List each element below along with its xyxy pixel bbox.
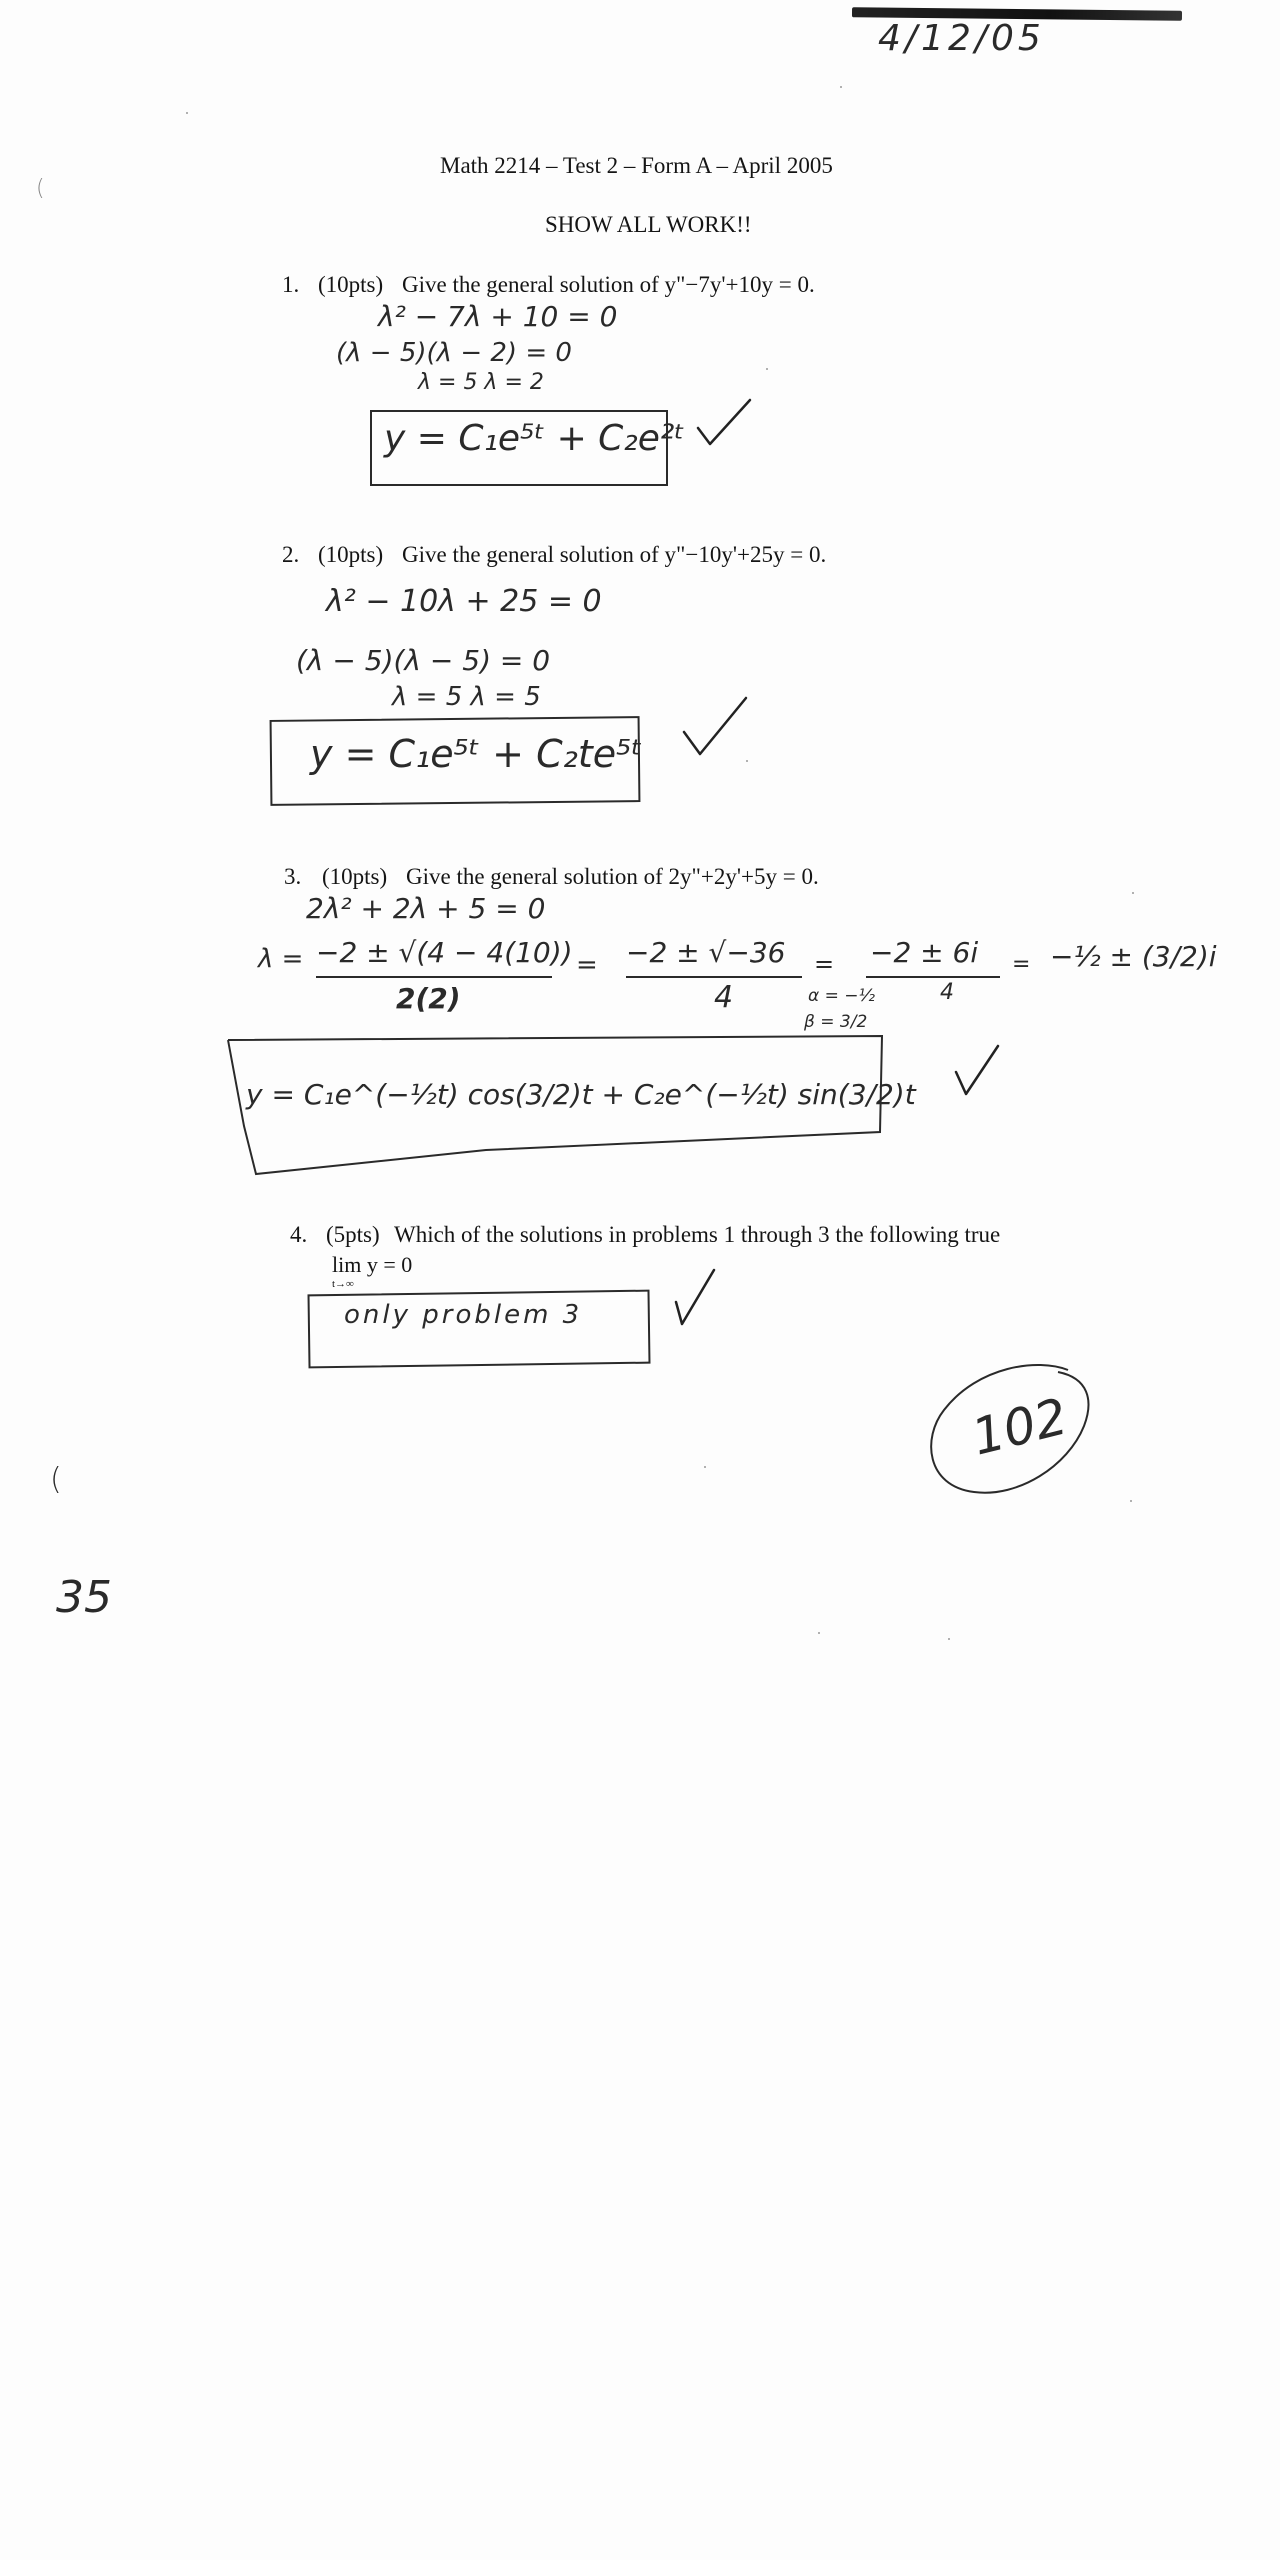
quadratic-num-2: −2 ± √−36 [626,936,786,969]
problem-4-limit-subscript: t→∞ [332,1278,354,1290]
problem-2-work-3: λ = 5 λ = 5 [392,682,541,712]
problem-3-points: (10pts) [322,864,388,889]
problem-2-answer: y = C₁e⁵ᵗ + C₂te⁵ᵗ [310,732,643,776]
quadratic-eq-1: = [576,950,598,980]
problem-2-number: 2. [282,542,300,567]
exam-title: Math 2214 – Test 2 – Form A – April 2005 [440,153,833,178]
problem-1-work-2: (λ − 5)(λ − 2) = 0 [336,338,572,368]
problem-1-work-3: λ = 5 λ = 2 [418,370,544,395]
problem-2-checkmark-icon [680,692,750,762]
quadratic-eq-3: = [1012,952,1031,977]
quadratic-num-3: −2 ± 6i [870,936,979,969]
problem-4-answer: only problem 3 [344,1300,583,1330]
problem-2-work-2: (λ − 5)(λ − 5) = 0 [296,644,551,677]
problem-2-prompt: Give the general solution of y"−10y'+25y = 0. [402,542,827,567]
problem-3-number: 3. [284,864,302,889]
problem-4-points: (5pts) [326,1222,380,1247]
handwritten-date: 4/12/05 [878,18,1045,59]
problem-4-prompt: Which of the solutions in problems 1 through 3 the following true [394,1222,1001,1247]
quadratic-eq-2: = [814,950,835,978]
score-value: 102 [966,1387,1074,1467]
problem-4-checkmark-icon [672,1266,718,1328]
beta-value: β = 3/2 [804,1012,868,1032]
problem-3-checkmark-icon [952,1042,1002,1098]
problem-1-prompt: Give the general solution of y"−7y'+10y = 0. [402,272,815,297]
quadratic-fraction-line-3 [866,976,1000,978]
quadratic-lhs: λ = [258,944,304,974]
quadratic-num-1: −2 ± √(4 − 4(10)) [316,936,573,969]
problem-1-points: (10pts) [318,272,384,297]
problem-1-checkmark-icon [694,394,754,454]
problem-3-answer: y = C₁e^(−½t) cos(3/2)t + C₂e^(−½t) sin(3/2)t [246,1078,916,1111]
margin-mark-2: ( [36,176,45,201]
quadratic-den-3: 4 [940,980,954,1005]
quadratic-result: −½ ± (3/2)i [1050,940,1217,973]
margin-note: 35 [56,1572,112,1623]
problem-1-work-1: λ² − 7λ + 10 = 0 [378,300,618,333]
problem-1-number: 1. [282,272,300,297]
problem-3-work-1: 2λ² + 2λ + 5 = 0 [306,892,546,925]
margin-mark-1: ( [50,1462,62,1497]
problem-2-points: (10pts) [318,542,384,567]
problem-4-number: 4. [290,1222,308,1247]
quadratic-fraction-line-2 [626,976,802,978]
quadratic-den-1: 2(2) [396,982,461,1015]
quadratic-fraction-line-1 [316,976,552,978]
problem-1-answer: y = C₁e⁵ᵗ + C₂e²ᵗ [384,418,685,459]
alpha-value: α = −½ [808,986,875,1006]
problem-4-limit: lim y = 0 [332,1252,413,1277]
problem-2-work-1: λ² − 10λ + 25 = 0 [326,584,602,619]
problem-3-prompt: Give the general solution of 2y"+2y'+5y = 0. [406,864,819,889]
quadratic-den-2: 4 [714,980,734,1015]
instruction-text: SHOW ALL WORK!! [545,212,752,237]
